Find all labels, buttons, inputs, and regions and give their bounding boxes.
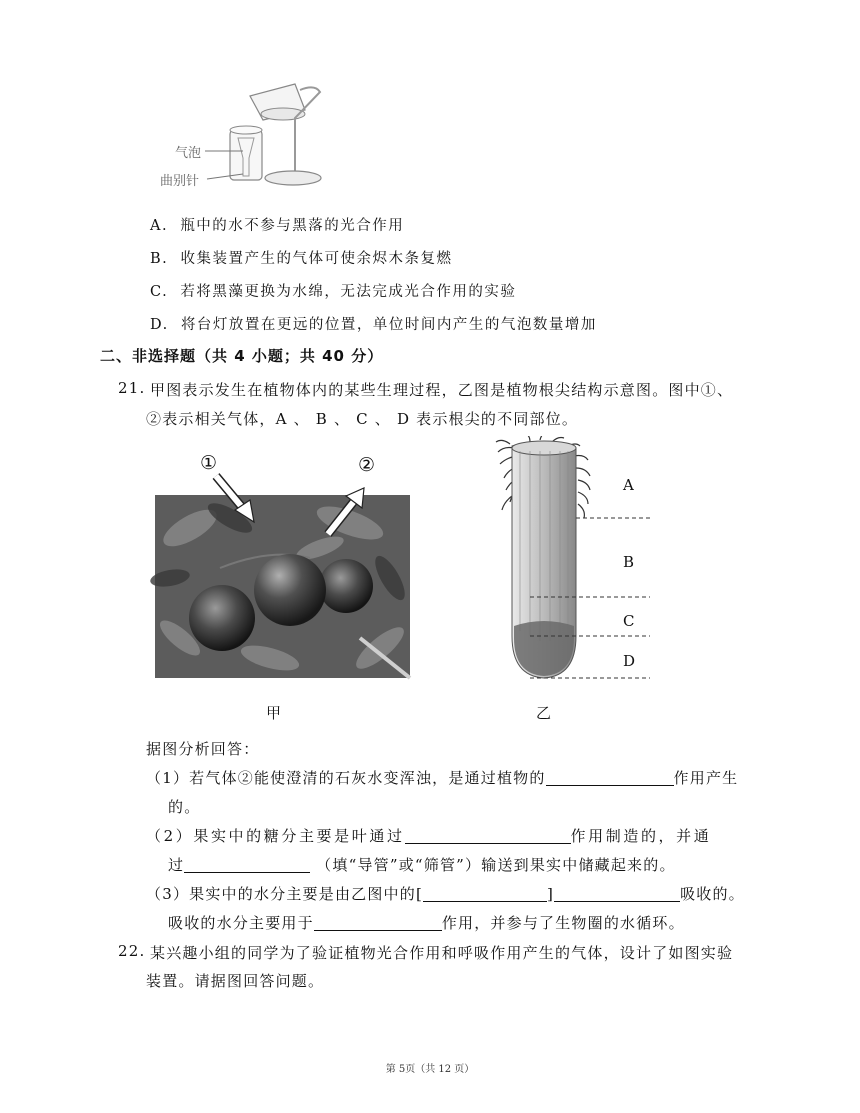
marker-gas-2: ②: [358, 454, 376, 476]
q21-sub3-text-b: ]: [547, 885, 555, 903]
option-a-letter: A.: [150, 218, 169, 234]
label-bubble: 气泡: [175, 146, 202, 161]
q21-line2: ②表示相关气体，A 、 B 、 C 、 D 表示根尖的不同部位。: [146, 410, 579, 428]
figure-yi: [490, 436, 660, 726]
option-b: [150, 247, 452, 268]
q21-intro: 据图分析回答：: [146, 740, 260, 758]
q21-number: 21.: [118, 379, 146, 397]
marker-gas-1: ①: [200, 452, 218, 474]
option-d-letter: D.: [150, 317, 169, 333]
q21-sub1-line1: [146, 767, 738, 788]
option-b-letter: B.: [150, 251, 169, 267]
apple-photo: [150, 448, 415, 728]
option-a-text: 瓶中的水不参与黑落的光合作用: [180, 218, 405, 234]
section-heading: 二、非选择题（共 4 小题；共 40 分）: [100, 347, 384, 365]
q21-sub3-blank2[interactable]: [554, 885, 680, 902]
q21-sub3-text-c: 吸收的。: [680, 885, 745, 903]
q21-sub3-text-a: （3）果实中的水分主要是由乙图中的[: [146, 885, 423, 903]
q21-sub2-text-c: 过: [168, 856, 185, 874]
q21-sub2-line1: [146, 825, 711, 846]
q21-sub2-text-b: 作用制造的，并通: [570, 827, 712, 845]
option-c-text: 若将黑藻更换为水绵，无法完成光合作用的实验: [180, 284, 517, 300]
option-b-text: 收集装置产生的气体可使余烬木条复燃: [180, 251, 453, 267]
q21-sub2-text-d: （填“导管”或“筛管”）输送到果实中储藏起来的。: [316, 856, 676, 874]
q22-line2: 装置。请据图回答问题。: [146, 972, 325, 990]
option-d: [150, 313, 597, 334]
zone-a-label: A: [623, 476, 634, 494]
q22-line1: 某兴趣小组的同学为了验证植物光合作用和呼吸作用产生的气体，设计了如图实验: [150, 944, 734, 962]
q21-sub2-line2: [168, 854, 676, 875]
q21-sub2-text-a: （2）果实中的糖分主要是叶通过: [146, 827, 405, 845]
q21-sub3-line2: [168, 912, 685, 933]
q21-line1: 甲图表示发生在植物体内的某些生理过程，乙图是植物根尖结构示意图。图中①、: [150, 381, 734, 399]
option-d-text: 将台灯放置在更远的位置，单位时间内产生的气泡数量增加: [180, 317, 597, 333]
q21-sub2-blank1[interactable]: [405, 827, 571, 844]
apparatus-figure: [155, 78, 335, 198]
q21-sub1-line2: 的。: [168, 798, 201, 816]
figure-jia-caption: 甲: [266, 704, 282, 722]
q21-sub1-text-a: （1）若气体②能使澄清的石灰水变浑浊，是通过植物的: [146, 769, 546, 787]
option-a: [150, 214, 404, 235]
q21-sub3-line1: [146, 883, 745, 904]
q21-sub3-blank1[interactable]: [423, 885, 547, 902]
zone-c-label: C: [623, 612, 635, 630]
root-tip-diagram: [490, 436, 660, 686]
zone-b-label: B: [623, 553, 635, 571]
page-footer: 第 5页（共 12 页）: [385, 1064, 475, 1075]
option-c-letter: C.: [150, 284, 169, 300]
q21-sub3-text-e: 作用，并参与了生物圈的水循环。: [441, 914, 685, 932]
q21-sub3-text-d: 吸收的水分主要用于: [168, 914, 314, 932]
q21-sub2-blank2[interactable]: [184, 856, 310, 873]
figure-yi-caption: 乙: [536, 704, 552, 722]
q21-sub1-blank[interactable]: [546, 769, 674, 786]
figure-jia: [150, 448, 415, 728]
label-paperclip: 曲别针: [160, 174, 200, 189]
q22-number: 22.: [118, 942, 146, 960]
q21-sub3-blank3[interactable]: [314, 914, 442, 931]
option-c: [150, 280, 516, 301]
zone-d-label: D: [623, 652, 636, 670]
q21-sub1-text-b: 作用产生: [673, 769, 739, 787]
